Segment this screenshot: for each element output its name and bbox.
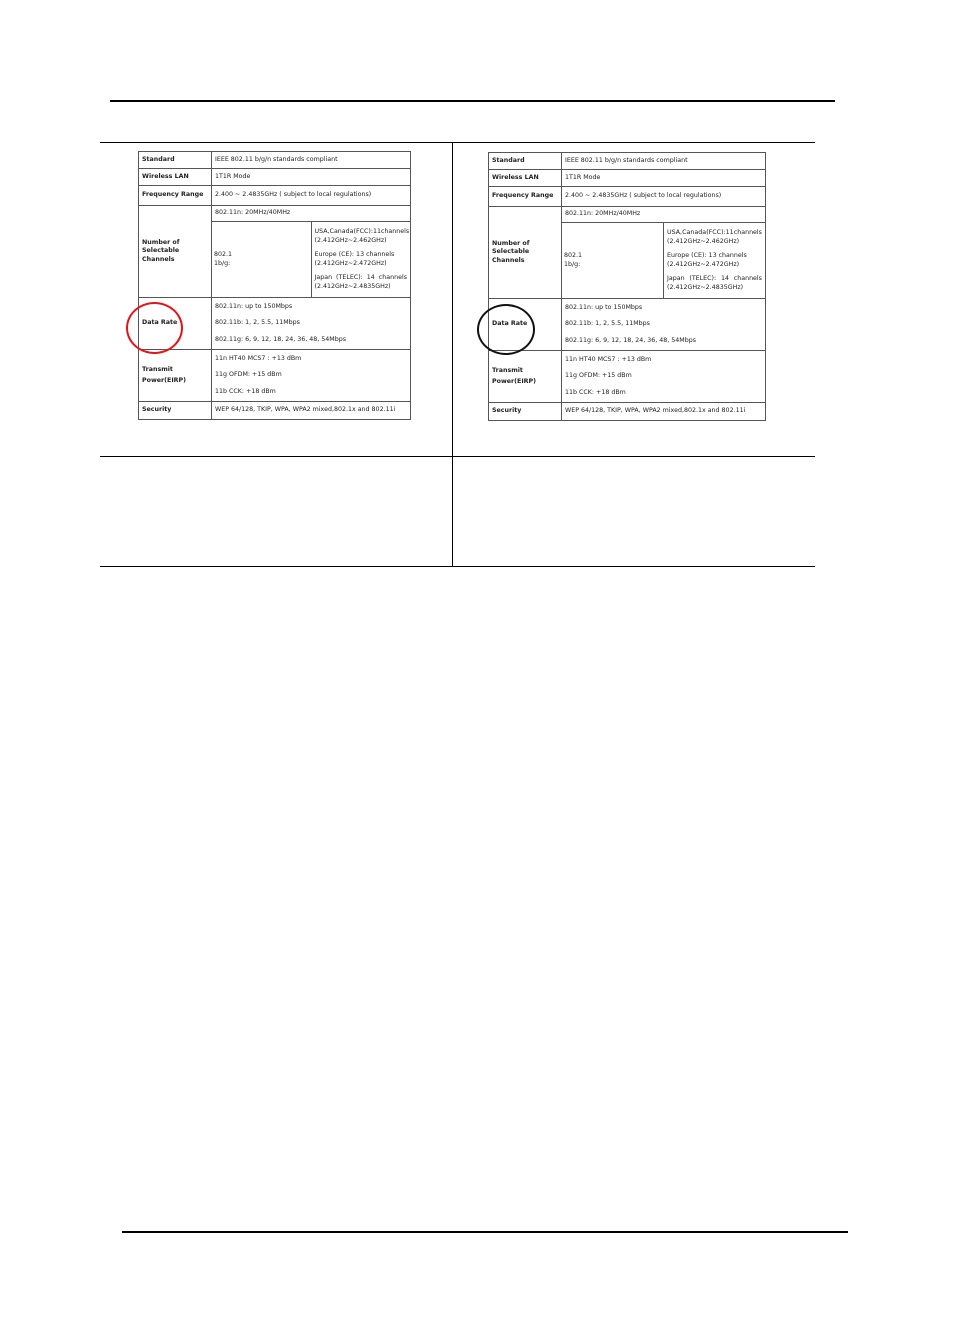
- power-line: 11n HT40 MCS7 : +13 dBm: [565, 355, 652, 363]
- datarate-values: [212, 298, 411, 350]
- frame-divider: [452, 142, 453, 567]
- datarate-line: 802.11n: up to 150Mbps: [215, 302, 293, 310]
- security-label: Security: [139, 402, 212, 420]
- frame-middle-line: [100, 456, 815, 457]
- datarate-line: 802.11n: up to 150Mbps: [565, 303, 643, 311]
- japan-part: Japan: [314, 274, 333, 281]
- standard-value: IEEE 802.11 b/g/n standards compliant: [212, 152, 411, 169]
- japan-part: (TELEC):: [689, 275, 717, 282]
- usa-part: Canada: [682, 229, 707, 236]
- europe-line: Europe (CE): 13 channels (2.412GHz~2.472GHz): [667, 252, 747, 268]
- datarate-label: Data Rate: [489, 299, 562, 351]
- footer-rule: [122, 1231, 848, 1233]
- channels-bg-label: [562, 223, 664, 299]
- usa-part: channels: [380, 228, 410, 235]
- channels-11n: 802.11n: 20MHz/40MHz: [212, 206, 411, 222]
- channels-11n: 802.11n: 20MHz/40MHz: [562, 207, 766, 223]
- power-label-line: Power(EIRP): [142, 377, 186, 384]
- power-label-line: Transmit: [492, 366, 523, 374]
- channels-label-line: Channels: [492, 256, 525, 264]
- usa-part: USA,: [667, 229, 683, 236]
- japan-part: 14: [720, 275, 729, 282]
- power-label-line: Power(EIRP): [492, 378, 536, 385]
- power-values: [212, 350, 411, 402]
- usa-range: (2.412GHz~2.462GHz): [667, 237, 740, 245]
- wlan-label: Wireless LAN: [489, 170, 562, 187]
- japan-part: 14: [366, 274, 375, 281]
- header-rule: [110, 100, 835, 102]
- freq-value: 2.400 ~ 2.4835GHz ( subject to local regulations): [562, 187, 766, 207]
- datarate-line: 802.11b: 1, 2, 5.5, 11Mbps: [565, 320, 650, 328]
- power-values: [562, 351, 766, 403]
- datarate-line: 802.11b: 1, 2, 5.5, 11Mbps: [215, 319, 300, 327]
- freq-value: 2.400 ~ 2.4835GHz ( subject to local regulations): [212, 186, 411, 206]
- datarate-values: [562, 299, 766, 351]
- japan-range: (2.412GHz~2.4835GHz): [667, 283, 744, 291]
- channels-detail: [311, 222, 411, 298]
- freq-label: Frequency Range: [139, 186, 212, 206]
- standard-value: IEEE 802.11 b/g/n standards compliant: [562, 153, 766, 170]
- wlan-value: 1T1R Mode: [212, 169, 411, 186]
- frame-bottom-line: [100, 566, 815, 567]
- power-line: 11n HT40 MCS7 : +13 dBm: [215, 354, 302, 362]
- datarate-line: 802.11g: 6, 9, 12, 18, 24, 36, 48, 54Mbps: [215, 335, 346, 343]
- standard-label: Standard: [489, 153, 562, 170]
- power-line: 11g OFDM: +15 dBm: [215, 371, 282, 379]
- datarate-line: 802.11g: 6, 9, 12, 18, 24, 36, 48, 54Mbps: [565, 336, 696, 344]
- power-line: 11g OFDM: +15 dBm: [565, 372, 632, 380]
- japan-part: channels: [733, 275, 762, 282]
- wlan-label: Wireless LAN: [139, 169, 212, 186]
- security-value: WEP 64/128, TKIP, WPA, WPA2 mixed,802.1x and 802.11i: [212, 402, 411, 420]
- usa-part: Canada: [329, 228, 354, 235]
- data-rate-highlight-black: [477, 304, 535, 355]
- power-label-line: Transmit: [142, 365, 173, 373]
- standard-label: Standard: [139, 152, 212, 169]
- channels-label-line: Number of: [492, 239, 530, 247]
- channels-bg-line: 802.1: [564, 252, 583, 259]
- spec-table-left: [138, 151, 411, 420]
- channels-bg-line: 802.1: [214, 251, 233, 258]
- channels-label: [489, 207, 562, 299]
- usa-part: (FCC):11: [706, 229, 734, 236]
- security-value: WEP 64/128, TKIP, WPA, WPA2 mixed,802.1x and 802.11i: [562, 403, 766, 421]
- channels-label-line: Selectable: [492, 248, 530, 256]
- japan-line: [667, 275, 762, 284]
- usa-line: [667, 229, 762, 238]
- datarate-label: Data Rate: [139, 298, 212, 350]
- power-label: [139, 350, 212, 402]
- channels-label: [139, 206, 212, 298]
- japan-part: Japan: [667, 275, 685, 282]
- security-label: Security: [489, 403, 562, 421]
- power-line: 11b CCK: +18 dBm: [215, 387, 276, 395]
- wlan-value: 1T1R Mode: [562, 170, 766, 187]
- japan-line: [315, 274, 408, 283]
- power-line: 11b CCK: +18 dBm: [565, 388, 626, 396]
- usa-part: channels: [733, 229, 762, 236]
- usa-part: (FCC):11: [353, 228, 381, 235]
- channels-bg-label: [212, 222, 312, 298]
- channels-bg-line: 1b/g:: [214, 259, 231, 267]
- japan-part: (TELEC):: [336, 274, 363, 281]
- channels-label-line: Selectable: [142, 247, 180, 255]
- japan-range: (2.412GHz~2.4835GHz): [314, 282, 391, 290]
- channels-bg-line: 1b/g:: [564, 260, 581, 268]
- usa-line: [315, 228, 408, 237]
- freq-label: Frequency Range: [489, 187, 562, 207]
- channels-label-line: Number of: [142, 238, 180, 246]
- channels-label-line: Channels: [142, 255, 175, 263]
- japan-part: channels: [378, 274, 407, 281]
- spec-table-right: [488, 152, 766, 421]
- channels-detail: [664, 223, 766, 299]
- europe-line: Europe (CE): 13 channels (2.412GHz~2.472GHz): [314, 251, 395, 267]
- usa-part: USA,: [314, 228, 330, 235]
- power-label: [489, 351, 562, 403]
- frame-top-line: [100, 142, 815, 143]
- data-rate-highlight-red: [126, 302, 183, 354]
- usa-range: (2.412GHz~2.462GHz): [314, 236, 387, 244]
